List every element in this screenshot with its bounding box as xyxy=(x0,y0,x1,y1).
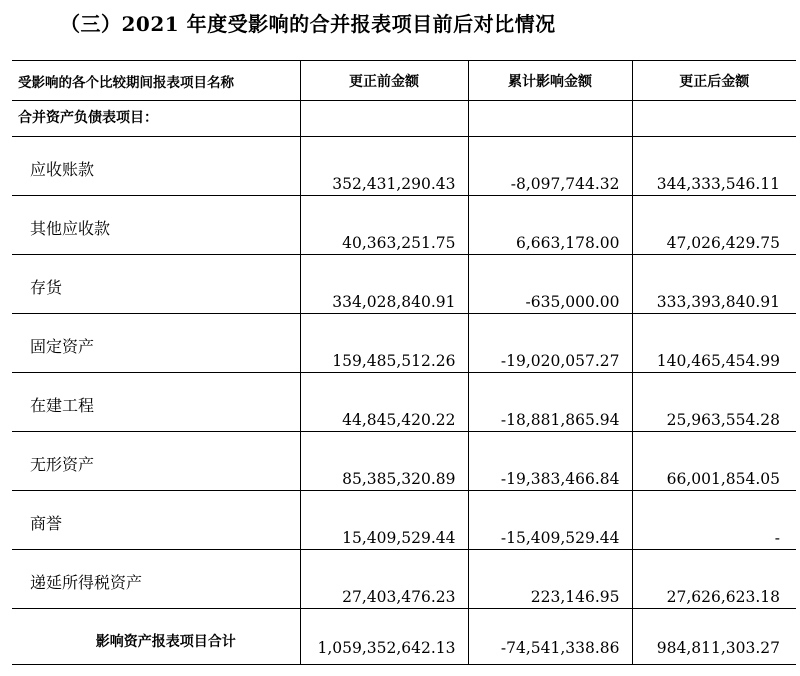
row-item-name: 商誉 xyxy=(12,491,300,550)
header-after-amount: 更正后金额 xyxy=(632,61,796,101)
row-after-value: - xyxy=(632,491,796,550)
row-before-value: 15,409,529.44 xyxy=(300,491,468,550)
header-before-amount: 更正前金额 xyxy=(300,61,468,101)
row-before-value: 44,845,420.22 xyxy=(300,373,468,432)
section-title: （三）2021 年度受影响的合并报表项目前后对比情况 xyxy=(60,12,556,36)
section-label: 合并资产负债表项目： xyxy=(12,101,300,137)
row-impact-value: -15,409,529.44 xyxy=(468,491,632,550)
header-impact-amount: 累计影响金额 xyxy=(468,61,632,101)
row-after-value: 333,393,840.91 xyxy=(632,255,796,314)
row-impact-value: -635,000.00 xyxy=(468,255,632,314)
table-row xyxy=(12,432,796,491)
row-before-value: 334,028,840.91 xyxy=(300,255,468,314)
row-item-name: 在建工程 xyxy=(12,373,300,432)
section-row xyxy=(12,101,796,137)
table-header-row xyxy=(12,61,796,101)
row-after-value: 140,465,454.99 xyxy=(632,314,796,373)
comparison-table xyxy=(12,60,796,665)
row-impact-value: -18,881,865.94 xyxy=(468,373,632,432)
header-item-name: 受影响的各个比较期间报表项目名称 xyxy=(12,61,300,101)
row-after-value: 27,626,623.18 xyxy=(632,550,796,609)
section-empty-cell xyxy=(300,101,468,137)
row-before-value: 352,431,290.43 xyxy=(300,137,468,196)
row-impact-value: -8,097,744.32 xyxy=(468,137,632,196)
row-after-value: 47,026,429.75 xyxy=(632,196,796,255)
row-item-name: 递延所得税资产 xyxy=(12,550,300,609)
row-impact-value: 223,146.95 xyxy=(468,550,632,609)
total-row xyxy=(12,609,796,665)
row-item-name: 其他应收款 xyxy=(12,196,300,255)
row-impact-value: -19,383,466.84 xyxy=(468,432,632,491)
table-row xyxy=(12,137,796,196)
row-impact-value: 6,663,178.00 xyxy=(468,196,632,255)
table-row xyxy=(12,314,796,373)
table-row xyxy=(12,196,796,255)
section-empty-cell xyxy=(468,101,632,137)
row-before-value: 40,363,251.75 xyxy=(300,196,468,255)
table-row xyxy=(12,550,796,609)
row-item-name: 无形资产 xyxy=(12,432,300,491)
row-before-value: 27,403,476.23 xyxy=(300,550,468,609)
row-before-value: 159,485,512.26 xyxy=(300,314,468,373)
row-item-name: 应收账款 xyxy=(12,137,300,196)
row-before-value: 85,385,320.89 xyxy=(300,432,468,491)
table-row xyxy=(12,373,796,432)
row-after-value: 25,963,554.28 xyxy=(632,373,796,432)
row-item-name: 固定资产 xyxy=(12,314,300,373)
section-empty-cell xyxy=(632,101,796,137)
total-before-value: 1,059,352,642.13 xyxy=(300,609,468,665)
total-impact-value: -74,541,338.86 xyxy=(468,609,632,665)
row-impact-value: -19,020,057.27 xyxy=(468,314,632,373)
total-label: 影响资产报表项目合计 xyxy=(12,609,300,665)
table-row xyxy=(12,255,796,314)
row-after-value: 66,001,854.05 xyxy=(632,432,796,491)
total-after-value: 984,811,303.27 xyxy=(632,609,796,665)
table-row xyxy=(12,491,796,550)
row-after-value: 344,333,546.11 xyxy=(632,137,796,196)
row-item-name: 存货 xyxy=(12,255,300,314)
